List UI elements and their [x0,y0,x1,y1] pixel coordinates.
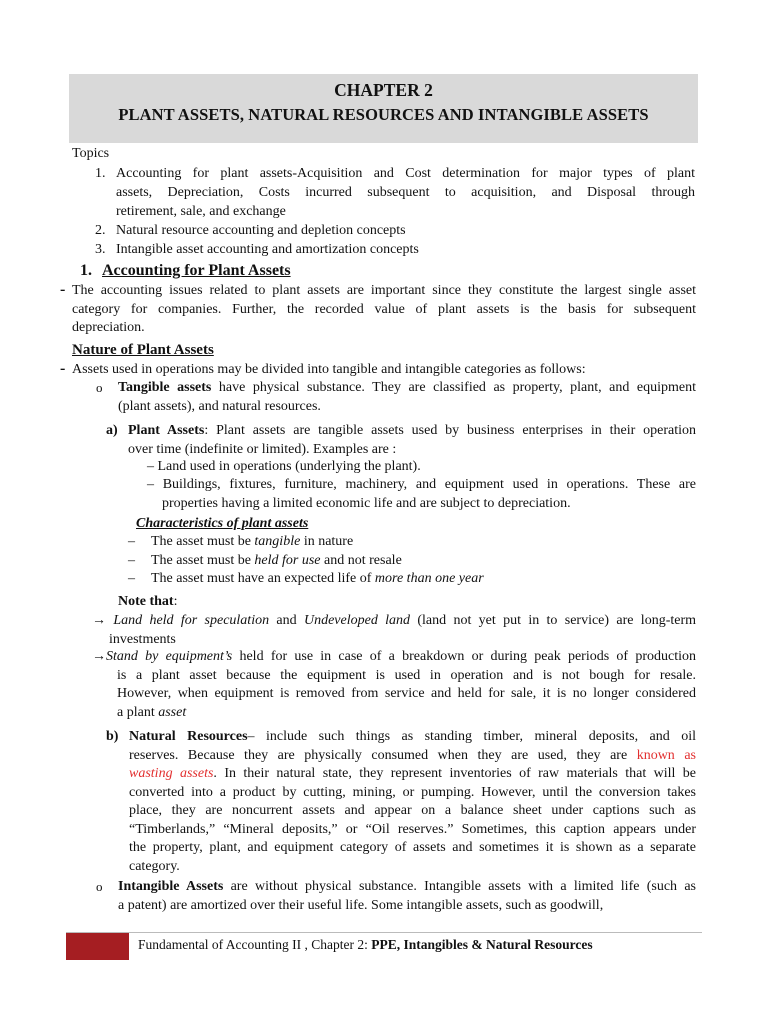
plant-example-line: properties having a limited economic life and are subject to depreciation. [162,495,571,511]
chapter-title: PLANT ASSETS, NATURAL RESOURCES AND INTANGIBLE ASSETS [118,105,649,124]
note-item: → Land held for speculation and Undeveloped land (land not yet put in to service) are long-term investments [92,613,697,647]
section-heading [80,262,291,280]
footer-text: Fundamental of Accounting II , Chapter 2: PPE, Intangibles & Natural Resources [138,937,593,952]
list-label: b) [106,729,119,744]
plant-assets-line: over time (indefinite or limited). Examples are : [128,441,397,457]
dash-bullet: - [60,360,66,377]
section-paragraph [72,282,696,338]
plant-example-line: – Buildings, fixtures, furniture, machinery, and equipment used in operations. These are [147,477,696,492]
subsection-heading: Nature of Plant Assets [72,342,214,358]
topic-number: 1. [95,166,106,181]
section-title: Accounting for Plant Assets [102,262,291,279]
natural-resources-paragraph: Natural Resources– include such things as standing timber, mineral deposits, and oil reserves. Because they are physically consumed when they are used, they are known as wasting assets. In their natural state, they represent inventories of raw materials that will be converted into a product by cutting, mining, or pumping. However, until the conversion takes place, they are noncurrent assets and appear on a balance sheet under captions such as “Timberlands,” “Mineral deposits,” or “Oil reserves.” Sometimes, this caption appears under the property, plant, and equipment category of assets and sometimes it is shown as a separate category. [129,729,697,874]
topic-line: Accounting for plant assets-Acquisition and Cost determination for major types of plant [116,166,695,181]
circle-bullet: o [96,879,103,894]
tangible-term: Tangible assets [118,380,212,395]
footer-divider [66,932,702,933]
characteristic-item: – The asset must be held for use and not resale [128,552,484,571]
tangible-line: (plant assets), and natural resources. [118,398,321,414]
topic-item [95,240,695,259]
topic-number: 2. [95,223,106,238]
intangible-assets-paragraph: Intangible Assets are without physical substance. Intangible assets with a limited life (such as a patent) are amortized over their useful life. Some intangible assets, such as goodwill, [118,879,696,913]
plant-assets-paragraph [128,422,696,459]
tangible-assets-paragraph [118,379,696,416]
list-label: a) [106,423,118,438]
plant-example: – Land used in operations (underlying the plant). [147,459,421,474]
topic-number: 3. [95,242,106,257]
nature-intro: Assets used in operations may be divided into tangible and intangible categories as follows: [72,362,586,377]
note-item: →Stand by equipment’s held for use in case of a breakdown or during peak periods of production is a plant asset because the equipment is used in operation and is not bough for resale. However, when equipment is removed from service and held for sale, it is no longer considered a plant asset [92,649,696,720]
chapter-header [69,74,698,143]
paragraph-line: The accounting issues related to plant assets are important since they constitute the largest single asset [72,283,696,298]
arrow-icon: → [92,649,106,664]
paragraph-line: category for companies. Further, the recorded value of plant assets is the basis for subsequent [72,301,696,317]
plant-example [147,476,696,513]
plant-assets-term: Plant Assets [128,423,205,438]
topic-item [95,221,695,240]
plant-assets-line: : Plant assets are tangible assets used by business enterprises in their operation [204,423,696,438]
topic-line: Intangible asset accounting and amortization concepts [116,242,419,257]
topic-line: assets, Depreciation, Costs incurred subsequent to acquisition, and Disposal through [116,185,695,200]
tangible-line: have physical substance. They are classified as property, plant, and equipment [211,380,696,395]
characteristics-heading: Characteristics of plant assets [136,516,309,531]
topic-line: retirement, sale, and exchange [116,204,286,219]
paragraph-line: depreciation. [72,320,145,335]
footer-color-block [66,933,129,960]
characteristics-list [128,533,484,589]
topics-list [95,164,695,259]
section-number: 1. [80,262,92,279]
note-label: Note that: [118,594,178,609]
characteristic-item: – The asset must be tangible in nature [128,533,484,552]
dash-bullet: – [128,534,135,549]
characteristic-item: – The asset must have an expected life of more than one year [128,570,484,589]
dash-bullet: – [128,552,135,568]
topic-item [95,164,695,221]
intangible-term: Intangible Assets [118,879,224,894]
arrow-icon: → [92,613,106,628]
dash-bullet: - [60,281,66,298]
dash-bullet: – [128,571,135,586]
topic-line: Natural resource accounting and depletion concepts [116,223,406,238]
chapter-number: CHAPTER 2 [334,80,433,100]
topics-label: Topics [72,146,110,161]
circle-bullet: o [96,380,103,395]
natural-resources-term: Natural Resources [129,729,248,744]
